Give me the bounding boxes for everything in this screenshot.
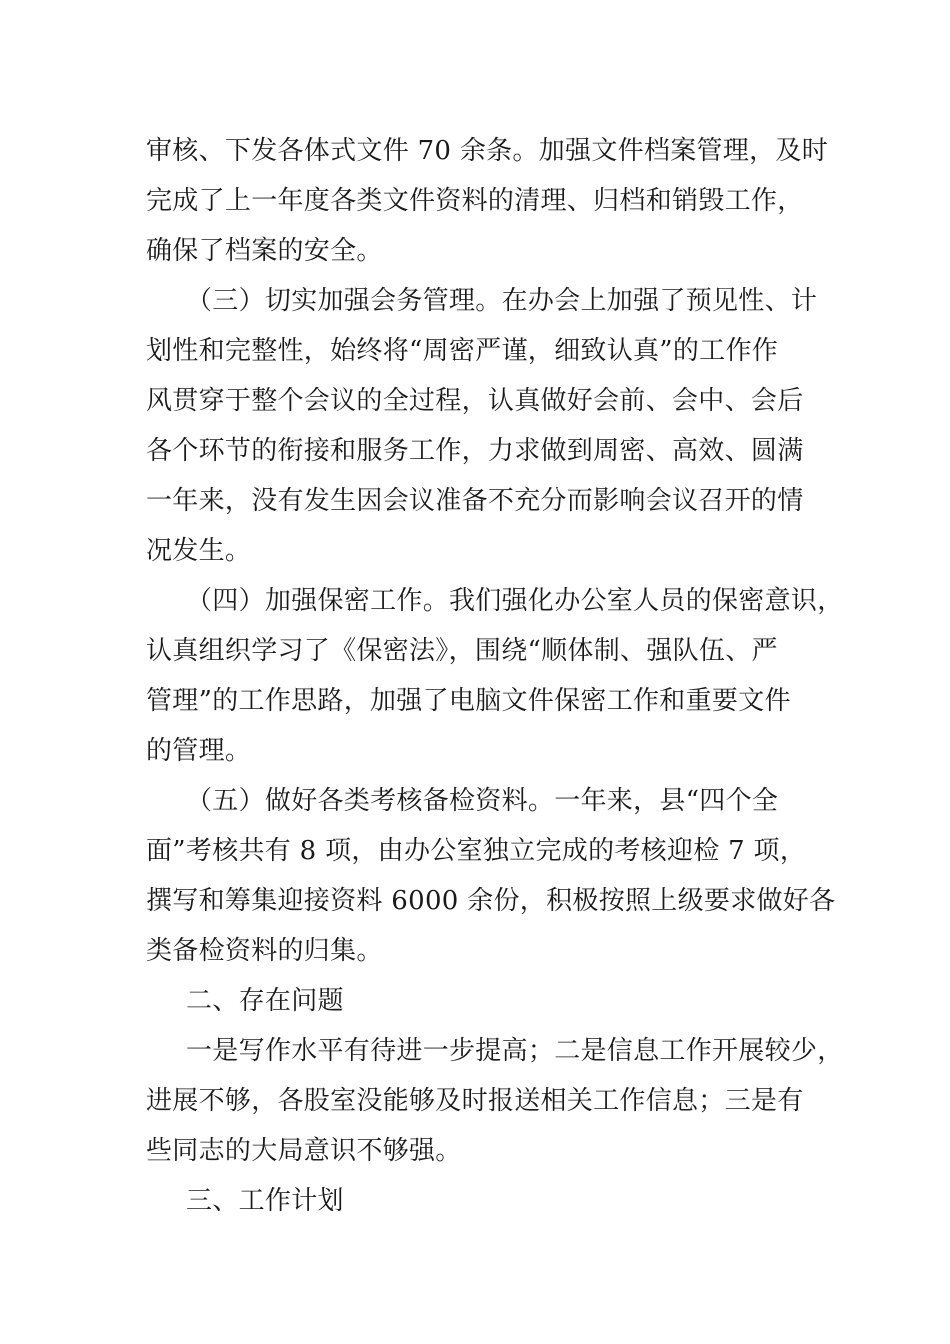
heading-work-plan: 三、工作计划 [186,1186,344,1216]
body-text-line: 审核、下发各体式文件 70 余条。加强文件档案管理，及时 [146,136,829,166]
heading-existing-problems: 二、存在问题 [186,986,344,1016]
section-heading-3: （三）切实加强会务管理。在办会上加强了预见性、计 [186,286,818,316]
body-text-line: 进展不够，各股室没能够及时报送相关工作信息；三是有 [146,1086,804,1116]
body-text-line: 各个环节的衔接和服务工作，力求做到周密、高效、圆满 [146,436,804,466]
section-heading-4: （四）加强保密工作。我们强化办公室人员的保密意识， [186,586,844,616]
body-text-line: 类备检资料的归集。 [146,936,383,966]
section-heading-5: （五）做好各类考核备检资料。一年来，县“四个全 [186,786,779,816]
body-text-line: 确保了档案的安全。 [146,236,383,266]
body-text-line: 管理”的工作思路，加强了电脑文件保密工作和重要文件 [146,686,791,716]
body-text-line: 划性和完整性，始终将“周密严谨，细致认真”的工作作 [146,336,779,366]
body-text-line: 的管理。 [146,736,252,766]
body-text-line: 完成了上一年度各类文件资料的清理、归档和销毁工作， [146,186,804,216]
body-text-line: 些同志的大局意识不够强。 [146,1136,462,1166]
body-text-line: 况发生。 [146,536,252,566]
body-text-line: 一是写作水平有待进一步提高；二是信息工作开展较少， [186,1036,844,1066]
body-text-line: 风贯穿于整个会议的全过程，认真做好会前、会中、会后 [146,386,804,416]
body-text-line: 面”考核共有 8 项，由办公室独立完成的考核迎检 7 项， [146,836,807,866]
body-text-line: 认真组织学习了《保密法》，围绕“顺体制、强队伍、严 [146,636,778,666]
body-text-line: 撰写和筹集迎接资料 6000 余份，积极按照上级要求做好各 [146,886,836,916]
body-text-line: 一年来，没有发生因会议准备不充分而影响会议召开的情 [146,486,804,516]
